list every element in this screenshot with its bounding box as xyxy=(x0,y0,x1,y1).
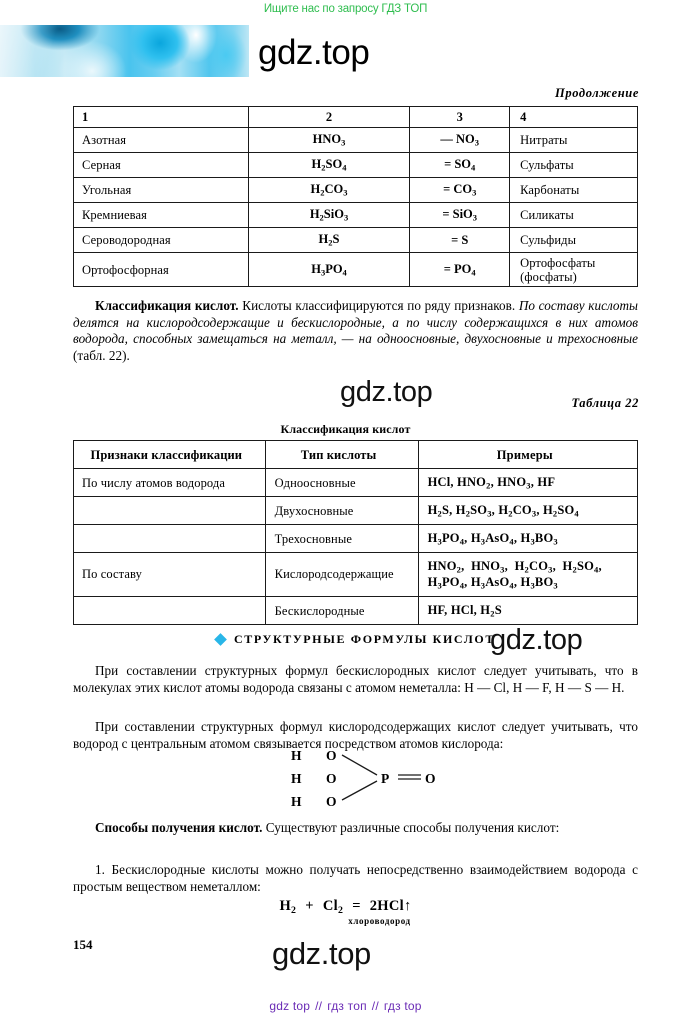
acid-formula: $H_2SO_4$ xyxy=(248,153,410,178)
header-type: Тип кислоты xyxy=(265,441,418,469)
type-cell: Двухосновные xyxy=(265,497,418,525)
criterion-cell xyxy=(74,525,266,553)
criterion-cell xyxy=(74,497,266,525)
col-number-2: 2 xyxy=(248,107,410,128)
criterion-cell: По составу xyxy=(74,553,266,597)
structural-paragraph-1 xyxy=(73,663,638,696)
watermark-middle-2: gdz.top xyxy=(490,624,583,656)
acid-name: Серная xyxy=(74,153,249,178)
examples-cell: HCl, $HNO_2$, $HNO_3$, HF xyxy=(418,469,637,497)
footer-separator-1: // xyxy=(315,999,323,1013)
table-row xyxy=(74,228,638,253)
equation-equals: = xyxy=(352,898,361,914)
acid-formula: $H_3PO_4$ xyxy=(248,253,410,287)
atom-h-3: H xyxy=(291,794,302,809)
equation-reactant-cl2: $Cl_2$ xyxy=(322,898,344,916)
type-cell: Бескислородные xyxy=(265,597,418,625)
equation-plus: + xyxy=(305,898,314,914)
col-number-1: 1 xyxy=(74,107,249,128)
footer-links xyxy=(0,999,691,1013)
acid-formula: $H_2CO_3$ xyxy=(248,178,410,203)
col-number-4: 4 xyxy=(510,107,638,128)
salt-name: Сульфаты xyxy=(510,153,638,178)
atom-o-3: O xyxy=(326,794,337,809)
classification-rest: Кислоты классифицируются по ряду признаков. xyxy=(238,298,519,313)
table-title: Классификация кислот xyxy=(280,422,411,436)
atom-o-2: O xyxy=(326,771,337,786)
examples-cell: HF, HCl, $H_2S$ xyxy=(418,597,637,625)
acid-formula: $HNO_3$ xyxy=(248,128,410,153)
continuation-label: Продолжение xyxy=(555,86,639,100)
methods-rest: Существуют различные способы получения кислот: xyxy=(262,820,560,835)
classification-italic: По составу кислоты делятся на кислородсодержащие и бескислородные, а по числу содержащихся в них атомов водорода, способных замещаться на металл, — на одноосновные, двухосновные и трехосновные xyxy=(73,298,638,347)
acid-name: Сероводородная xyxy=(74,228,249,253)
type-cell: Одноосновные xyxy=(265,469,418,497)
criterion-cell xyxy=(74,597,266,625)
footer-separator-2: // xyxy=(371,999,379,1013)
footer-link-3[interactable]: гдз top xyxy=(383,999,422,1013)
method-1-paragraph xyxy=(73,862,638,895)
salt-name: Нитраты xyxy=(510,128,638,153)
classification-tail: (табл. 22). xyxy=(73,347,130,363)
acid-residue: = $PO_4$ xyxy=(410,253,510,287)
acid-residue: = S xyxy=(410,228,510,253)
atom-p: P xyxy=(381,771,390,786)
acid-name: Угольная xyxy=(74,178,249,203)
site-logo: gdz.top xyxy=(258,33,370,72)
watermark-bottom: gdz.top xyxy=(272,936,371,971)
table-row xyxy=(74,203,638,228)
footer-link-1[interactable]: gdz top xyxy=(269,999,311,1013)
criterion-cell: По числу атомов водорода xyxy=(74,469,266,497)
structural-formulas-heading xyxy=(73,632,638,647)
table-row xyxy=(74,178,638,203)
acid-formula: $H_2S$ xyxy=(248,228,410,253)
structural-formulas-heading-label: СТРУКТУРНЫЕ ФОРМУЛЫ КИСЛОТ xyxy=(234,632,495,646)
type-cell: Кислородсодержащие xyxy=(265,553,418,597)
equation-product: 2HCl↑ xyxy=(369,898,412,914)
salt-name: Карбонаты xyxy=(510,178,638,203)
promo-text: Ищите нас по запросу ГДЗ ТОП xyxy=(263,3,428,15)
acid-name: Азотная xyxy=(74,128,249,153)
table-row xyxy=(74,469,638,497)
methods-bold-lead: Способы получения кислот. xyxy=(95,820,263,835)
acid-residue: = $CO_3$ xyxy=(410,178,510,203)
atom-o-4: O xyxy=(425,771,436,786)
acid-name: Ортофосфорная xyxy=(74,253,249,287)
examples-cell: $HNO_2$, $HNO_3$, $H_2CO_3$, $H_2SO_4$, $H_3PO_4$, $H_3AsO_4$, $H_3BO_3$ xyxy=(418,553,637,597)
table-header-row xyxy=(74,107,638,128)
hcl-equation xyxy=(0,898,691,916)
table-number-label: Таблица 22 xyxy=(571,396,639,410)
watermark-middle: gdz.top xyxy=(340,376,433,408)
examples-cell: $H_3PO_4$, $H_3AsO_4$, $H_3BO_3$ xyxy=(418,525,637,553)
classification-table xyxy=(73,440,638,625)
table-row xyxy=(74,525,638,553)
header-criterion: Признаки классификации xyxy=(74,441,266,469)
structural-paragraph-2-text: При составлении структурных формул кислородсодержащих кислот следует учитывать, что водород с центральным атомом связывается посредством атомов кислорода: xyxy=(73,719,638,751)
table-row xyxy=(74,553,638,597)
header-examples: Примеры xyxy=(418,441,637,469)
atom-o-1: O xyxy=(326,748,337,763)
method-1-text: 1. Бескислородные кислоты можно получать непосредственно взаимодействием водорода с простым веществом неметаллом: xyxy=(73,862,638,894)
chemistry-lab-banner-image xyxy=(0,25,249,77)
salt-name: Ортофосфаты (фосфаты) xyxy=(510,253,638,287)
methods-paragraph xyxy=(73,820,638,837)
salt-name: Сульфиды xyxy=(510,228,638,253)
acid-name: Кремниевая xyxy=(74,203,249,228)
type-cell: Трехосновные xyxy=(265,525,418,553)
classification-bold-lead: Классификация кислот. xyxy=(95,298,239,313)
acids-table xyxy=(73,106,638,287)
table-header-row xyxy=(74,441,638,469)
structural-paragraph-1-text: При составлении структурных формул бескислородных кислот следует учитывать, что в молекулах этих кислот атомы водорода связаны с атомом неметалла: H — Cl, H — F, H — S — H. xyxy=(73,663,638,695)
table-row xyxy=(74,597,638,625)
equation-reactant-h2: $H_2$ xyxy=(279,898,297,916)
acid-residue: = SiO$_3$ xyxy=(410,203,510,228)
acid-residue: = $SO_4$ xyxy=(410,153,510,178)
examples-cell: $H_2S$, $H_2SO_3$, $H_2CO_3$, $H_2SO_4$ xyxy=(418,497,637,525)
bond-lines xyxy=(285,748,445,816)
equation-caption: хлороводород xyxy=(348,916,411,926)
acid-residue: — $NO_3$ xyxy=(410,128,510,153)
table-row xyxy=(74,153,638,178)
table-row xyxy=(74,497,638,525)
orthophosphoric-acid-structure-diagram xyxy=(285,748,445,816)
col-number-3: 3 xyxy=(410,107,510,128)
classification-paragraph xyxy=(73,298,638,364)
acid-formula: $H_2SiO_3$ xyxy=(248,203,410,228)
table-row xyxy=(74,253,638,287)
table-row xyxy=(74,128,638,153)
footer-link-2[interactable]: гдз топ xyxy=(327,999,367,1013)
salt-name: Силикаты xyxy=(510,203,638,228)
atom-h-1: H xyxy=(291,748,302,763)
page-number: 154 xyxy=(73,937,93,952)
atom-h-2: H xyxy=(291,771,302,786)
diamond-icon xyxy=(214,633,227,646)
